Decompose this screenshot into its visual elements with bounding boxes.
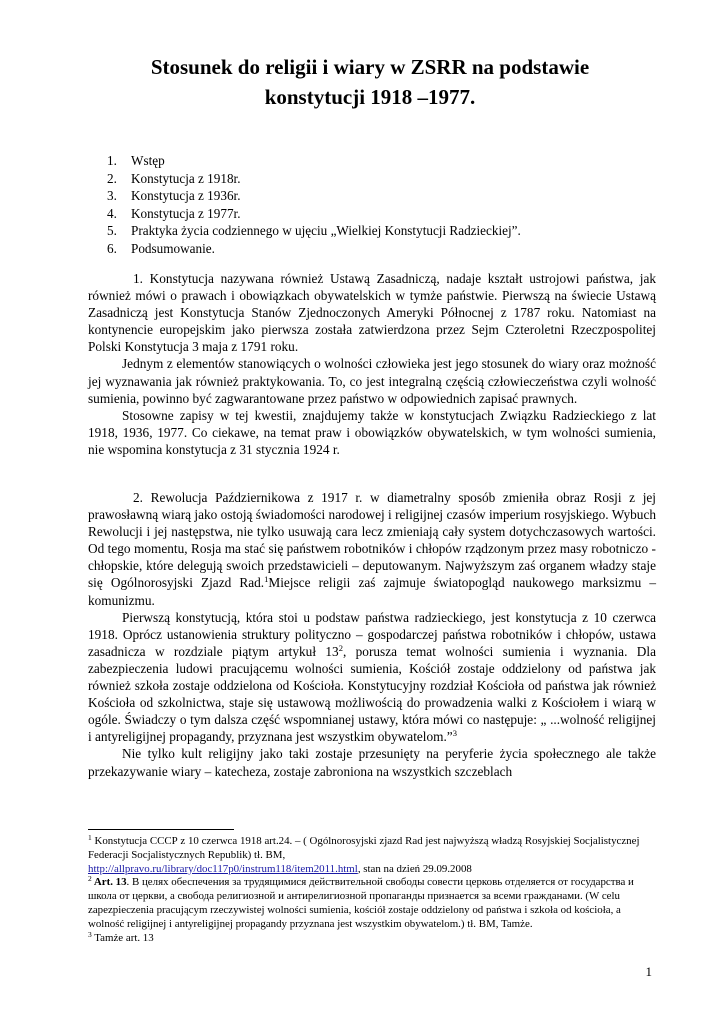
footnote-ref[interactable]: 3 (452, 728, 457, 739)
paragraph: Nie tylko kult religijny jako taki zostaje przesunięty na peryferie życia społecznego ale także przekazywanie wiary – katecheza, zostaje zabroniona na wszystkich szczeblach (88, 746, 656, 779)
footnote-link[interactable]: http://allpravo.ru/library/doc117p0/instrum118/item2011.html (88, 862, 358, 875)
footnote-3: $^3$ Tamże art. 13 (88, 929, 154, 944)
toc-item: 1. Wstęp (107, 153, 165, 168)
footnote-divider (88, 829, 234, 830)
toc-item: 2. Konstytucja z 1918r. (107, 170, 241, 186)
toc-item: 4. Konstytucja z 1977r. (107, 205, 241, 221)
toc-item: 5. Praktyka życia codziennego w ujęciu „Wielkiej Konstytucji Radzieckiej”. (107, 223, 521, 239)
footnotes (88, 835, 658, 945)
footnote-ref[interactable]: 1 (264, 574, 269, 585)
footnote-1: $^1$ Konstytucja СССР z 10 czerwca 1918 art.24. – ( Ogólnorosyjski zjazd Rad jest najwyższą władzą Rosyjskiej Socjalistycznej Federacji Socjalistycznych Republik) tł. BM, http://allpravo.ru/library/doc117p0/instrum118/item2011.html, stan na dzień 29.09.2008 (88, 833, 640, 875)
paragraph: 1. Konstytucja nazywana również Ustawą Zasadniczą, nadaje kształt ustrojowi państwa, jak również mówi o prawach i obowiązkach obywatelskich w tymże państwie. Pierwszą na świecie Ustawą Zasadniczą jest Konstytucja Stanów Zjednoczonych Ameryki Północnej z 1787 roku. Natomiast na kontynencie europejskim jako pierwsza została zatwierdzona przez Sejm Czteroletni Rzeczpospolitej Polski Konstytucja 3 maja z 1791 roku. (88, 271, 656, 355)
paragraph: Stosowne zapisy w tej kwestii, znajdujemy także w konstytucjach Związku Radzieckiego z lat 1918, 1936, 1977. Co ciekawe, na temat praw i obowiązków obywatelskich, w tym wolności sumienia, nie wspomina konstytucja z 31 stycznia 1924 r. (88, 407, 656, 457)
title-line-2: konstytucji 1918 –1977. (264, 85, 476, 109)
paragraph: 2. Rewolucja Październikowa z 1917 r. w diametralny sposób zmieniła obraz Rosji z jej prawosławną wiarą jako ostoją świadomości narodowej i religijnej czasów imperium rosyjskiego. Wybuch Rewolucji i jej następstwa, nie tylko usuwają cara lecz zmieniają cały system dotychczasowych wartości. Od tego momentu, Rosja ma stać się państwem robotników i chłopów rządzonym przez masy robotniczo - chłopskie, które delegują swoich przedstawicieli – deputowanym. Najwyższym zaś organem władzy staje się Ogólnorosyjski Zjazd Rad.$^1$Miejsce religii zaś zajmuje światopogląd naukowego marksizmu – komunizmu. (88, 490, 656, 608)
footnote-2: $^2$ Art. 13. В целях обеспечения за трудящимися действительной свободы совести церковь отделяется от государства и школа от церкви, а свобода религиозной и антирелигиозной пропаганды признается за всеми гражданами. (W celu zapezpieczenia pracującym rzeczywistej wolności sumienia, kościół zostaje oddzielony od państwa i szkoła od kościoła, a wolność religijnej i antyreligijnej propagandy przyznana jest wszystkim obywatelom.) tł. BM, Tamże. (88, 874, 634, 930)
paragraph: Pierwszą konstytucją, która stoi u podstaw państwa radzieckiego, jest konstytucja z 10 czerwca 1918. Oprócz ustanowienia struktury polityczno – gospodarczej państwa robotników i chłopów, ustawa zasadnicza w rozdziale piątym artykuł $13^2$, porusza temat wolności sumienia i wyznania. Dla zabezpieczenia ludowi pracującemu wolności sumienia, Kościół zostaje oddzielony od państwa jak również szkoła zostaje oddzielona od Kościoła. Konstytucyjny rozdział Kościoła od państwa jak również Kościoła od szkolnictwa, staje się ustawową możliwością do prowadzenia walki z Kościołem i wiarą w ogóle. Świadczy o tym dalsza część wspomnianej ustawy, która mówi co następuje: „ ...wolność religijnej i antyreligijnej propagandy, przyznana jest wszystkim obywatelom.”$^3$ (88, 609, 656, 745)
section-introduction (88, 270, 656, 458)
table-of-contents (107, 152, 627, 258)
footnote-ref[interactable]: 2 (338, 642, 343, 653)
section-constitution-1918 (88, 489, 656, 780)
toc-item: 6. Podsumowanie. (107, 240, 215, 256)
page-number: 1 (645, 964, 652, 979)
paragraph: Jednym z elementów stanowiących o wolności człowieka jest jego stosunek do wiary oraz możność jej wyznawania jak również praktykowania. To, co jest integralną częścią człowieczeństwa czyli wolność sumienia, powinno być zagwarantowane przez państwo w odpowiednich zapisać prawnych. (88, 356, 656, 406)
toc-item: 3. Konstytucja z 1936r. (107, 188, 241, 204)
title-line-1: Stosunek do religii i wiary w ZSRR na podstawie (150, 55, 590, 79)
document-title (90, 52, 650, 112)
